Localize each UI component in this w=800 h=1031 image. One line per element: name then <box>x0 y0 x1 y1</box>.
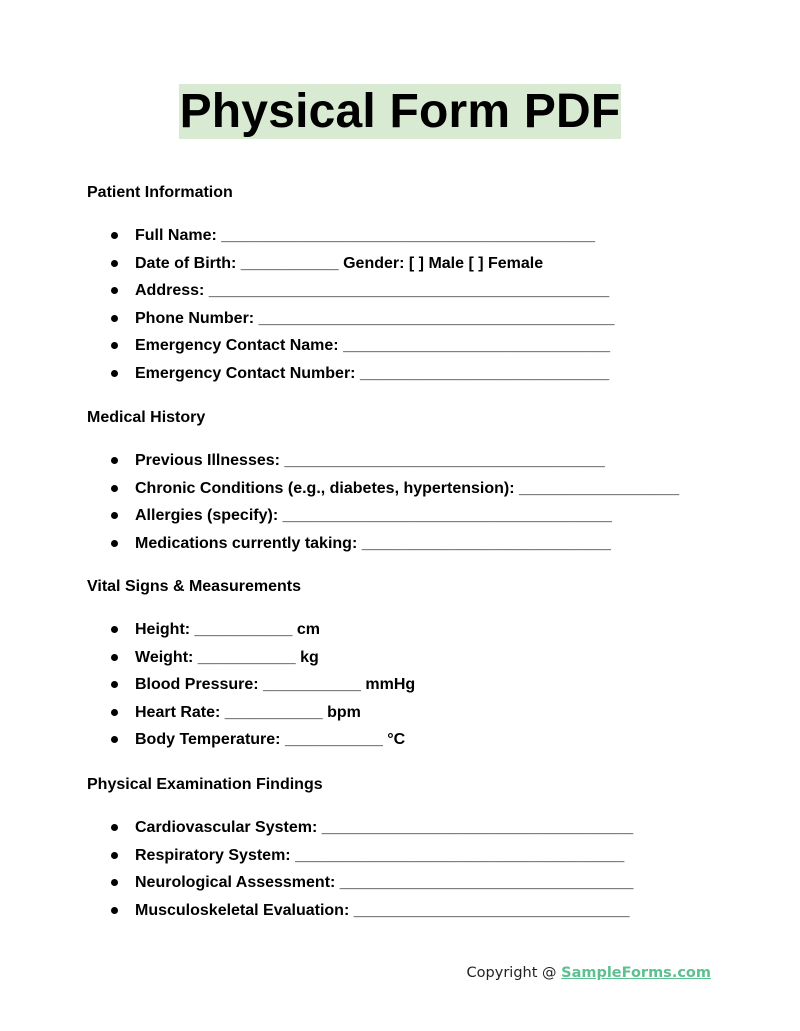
section-heading: Medical History <box>87 409 206 426</box>
section-physical-examination <box>87 776 727 929</box>
field-musculoskeletal[interactable] <box>87 902 727 930</box>
bullet-icon <box>111 232 118 239</box>
title-container <box>0 84 800 139</box>
bullet-icon <box>111 852 118 859</box>
copyright-footer <box>467 965 711 981</box>
field-label: Emergency Contact Number: ____________________________ <box>135 364 610 382</box>
document-title: Physical Form PDF <box>179 85 621 138</box>
field-weight[interactable] <box>87 649 727 677</box>
field-height[interactable] <box>87 621 727 649</box>
field-label: Cardiovascular System: ___________________________________ <box>135 819 634 836</box>
field-allergies[interactable] <box>87 507 727 535</box>
section-vital-signs <box>87 578 727 759</box>
field-label: Chronic Conditions (e.g., diabetes, hypertension): __________________ <box>135 479 680 497</box>
field-label: Address: _____________________________________________ <box>135 282 610 299</box>
field-label: Previous Illnesses: ____________________________________ <box>135 452 605 469</box>
field-emergency-contact-number[interactable] <box>87 365 727 393</box>
bullet-icon <box>111 457 118 464</box>
field-list <box>87 819 727 929</box>
field-neurological[interactable] <box>87 874 727 902</box>
field-list <box>87 452 727 562</box>
sampleforms-link[interactable]: SampleForms.com <box>561 965 711 981</box>
bullet-icon <box>111 736 118 743</box>
field-label: Body Temperature: ___________ °C <box>135 731 406 748</box>
field-emergency-contact-name[interactable] <box>87 337 727 365</box>
field-label: Date of Birth: ___________ Gender: [ ] Male [ ] Female <box>135 254 544 272</box>
bullet-icon <box>111 709 118 716</box>
field-label: Respiratory System: _____________________________________ <box>135 846 625 864</box>
section-medical-history <box>87 409 727 562</box>
bullet-icon <box>111 879 118 886</box>
field-date-of-birth-gender[interactable] <box>87 255 727 283</box>
bullet-icon <box>111 370 118 377</box>
bullet-icon <box>111 315 118 322</box>
field-label: Medications currently taking: ____________________________ <box>135 534 611 552</box>
field-cardiovascular[interactable] <box>87 819 727 847</box>
section-heading: Vital Signs & Measurements <box>87 578 301 595</box>
bullet-icon <box>111 626 118 633</box>
field-phone-number[interactable] <box>87 310 727 338</box>
bullet-icon <box>111 342 118 349</box>
bullet-icon <box>111 287 118 294</box>
field-label: Musculoskeletal Evaluation: _______________________________ <box>135 901 630 919</box>
field-label: Full Name: __________________________________________ <box>135 227 595 244</box>
field-list <box>87 227 727 392</box>
field-label: Neurological Assessment: _________________________________ <box>135 874 634 891</box>
bullet-icon <box>111 654 118 661</box>
field-label: Blood Pressure: ___________ mmHg <box>135 676 416 693</box>
bullet-icon <box>111 681 118 688</box>
copyright-prefix: Copyright @ <box>466 965 562 981</box>
field-label: Phone Number: ________________________________________ <box>135 309 615 327</box>
field-respiratory[interactable] <box>87 847 727 875</box>
field-previous-illnesses[interactable] <box>87 452 727 480</box>
field-label: Height: ___________ cm <box>135 621 320 638</box>
bullet-icon <box>111 907 118 914</box>
bullet-icon <box>111 485 118 492</box>
field-heart-rate[interactable] <box>87 704 727 732</box>
field-address[interactable] <box>87 282 727 310</box>
field-label: Emergency Contact Name: ______________________________ <box>135 337 611 354</box>
section-heading: Physical Examination Findings <box>87 776 323 793</box>
bullet-icon <box>111 540 118 547</box>
field-medications[interactable] <box>87 535 727 563</box>
field-label: Weight: ___________ kg <box>135 648 319 666</box>
bullet-icon <box>111 824 118 831</box>
field-list <box>87 621 727 759</box>
section-patient-information <box>87 184 727 392</box>
field-chronic-conditions[interactable] <box>87 480 727 508</box>
field-blood-pressure[interactable] <box>87 676 727 704</box>
field-label: Heart Rate: ___________ bpm <box>135 703 361 721</box>
field-body-temperature[interactable] <box>87 731 727 759</box>
field-full-name[interactable] <box>87 227 727 255</box>
bullet-icon <box>111 512 118 519</box>
bullet-icon <box>111 260 118 267</box>
section-heading: Patient Information <box>87 184 233 201</box>
field-label: Allergies (specify): _____________________________________ <box>135 507 612 524</box>
